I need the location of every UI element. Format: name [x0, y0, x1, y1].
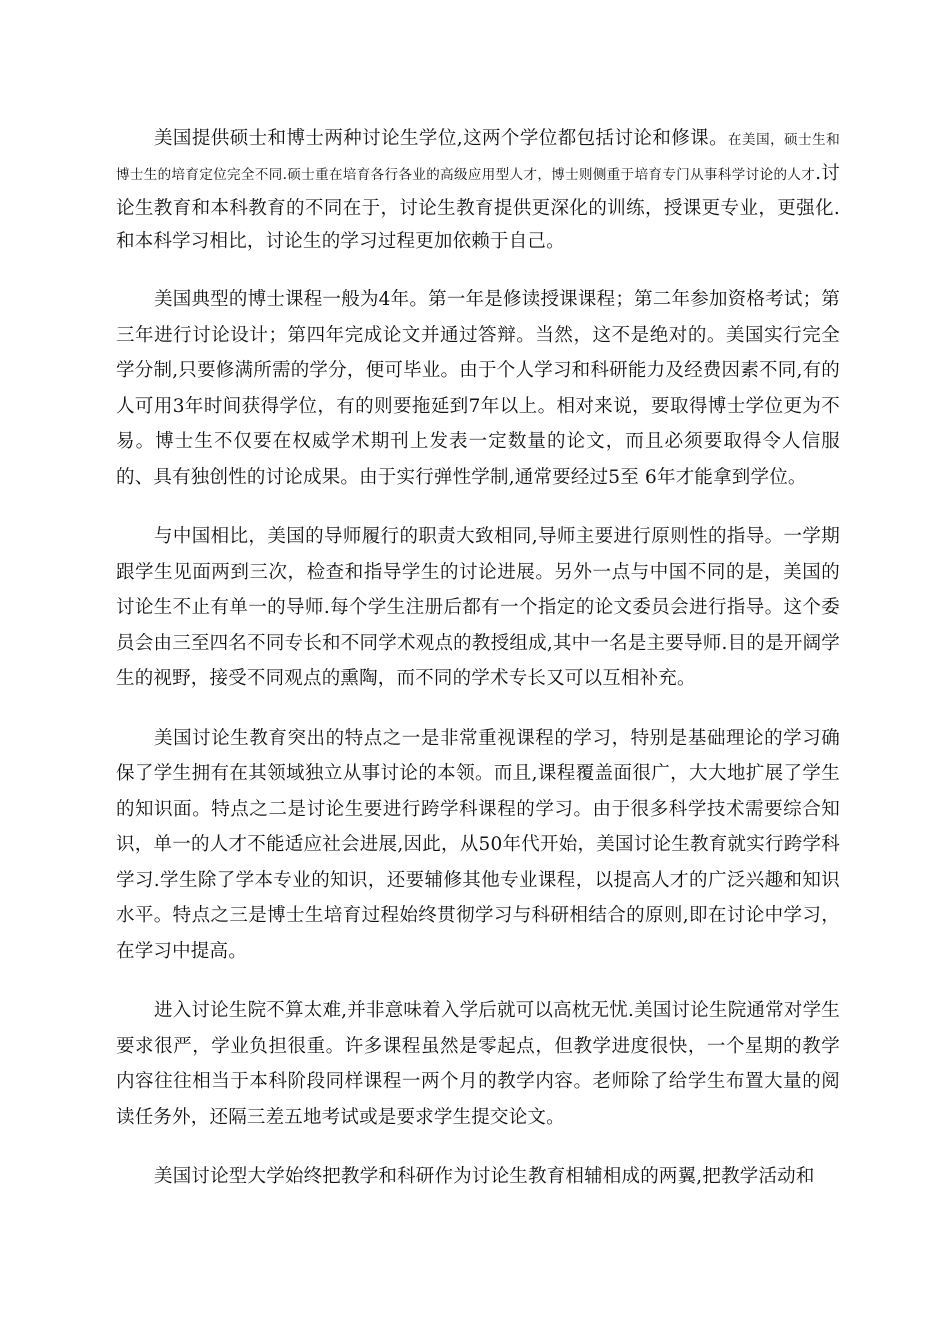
paragraph-2: 美国典型的博士课程一般为4年。第一年是修读授课课程；第二年参加资格考试；第三年进行讨论设计；第四年完成论文并通过答辩。当然，这不是绝对的。美国实行完全学分制,只要修满所需的学分，便可毕业。由于个人学习和科研能力及经费因素不同,有的人可用3年时间获得学位，有的则要拖延到7年以上。相对来说，要取得博士学位更为不易。博士生不仅要在权威学术期刊上发表一定数量的论文，而且必须要取得令人信服的、具有独创性的讨论成果。由于实行弹性学制,通常要经过5至 6年才能拿到学位。 — [116, 289, 840, 488]
paragraph-4: 美国讨论生教育突出的特点之一是非常重视课程的学习，特别是基础理论的学习确保了学生拥有在其领域独立从事讨论的本领。而且,课程覆盖面很广，大大地扩展了学生的知识面。特点之二是讨论生要进行跨学科课程的学习。由于很多科学技术需要综合知识，单一的人才不能适应社会进展,因此，从50年代开始，美国讨论生教育就实行跨学科学习.学生除了学本专业的知识，还要辅修其他专业课程，以提高人才的广泛兴趣和知识水平。特点之三是博士生培育过程始终贯彻学习与科研相结合的原则,即在讨论中学习，在学习中提高。 — [116, 727, 840, 962]
paragraph-3: 与中国相比，美国的导师履行的职责大致相同,导师主要进行原则性的指导。一学期跟学生见面两到三次，检查和指导学生的讨论进展。另外一点与中国不同的是，美国的讨论生不止有单一的导师.每个学生注册后都有一个指定的论文委员会进行指导。这个委员会由三至四名不同专长和不同学术观点的教授组成,其中一名是主要导师.目的是开阔学生的视野，接受不同观点的熏陶，而不同的学术专长又可以互相补充。 — [116, 526, 840, 689]
paragraph-1-small-text: 在美国，硕士生和博士生的培育定位完全不同.硕士重在培育各行各业的高级应用型人才，博士则侧重于培育专门从事科学讨论的人才 — [116, 132, 840, 183]
document-body — [116, 122, 840, 1219]
paragraph-1-rest: .讨论生教育和本科教育的不同在于，讨论生教育提供更深化的训练，授课更专业，更强化.和本科学习相比，讨论生的学习过程更加依赖于自己。 — [116, 163, 840, 252]
paragraph-6: 美国讨论型大学始终把教学和科研作为讨论生教育相辅相成的两翼,把教学活动和 — [154, 1166, 815, 1187]
paragraph-1 — [116, 122, 840, 258]
paragraph-1-lead: 美国提供硕士和博士两种讨论生学位,这两个学位都包括讨论和修课。 — [154, 128, 729, 149]
paragraph-5: 进入讨论生院不算太难,并非意味着入学后就可以高枕无忧.美国讨论生院通常对学生要求很严，学业负担很重。许多课程虽然是零起点，但教学进度很快，一个星期的教学内容往往相当于本科阶段同样课程一两个月的教学内容。老师除了给学生布置大量的阅读任务外，还隔三差五地考试或是要求学生提交论文。 — [116, 1000, 840, 1128]
